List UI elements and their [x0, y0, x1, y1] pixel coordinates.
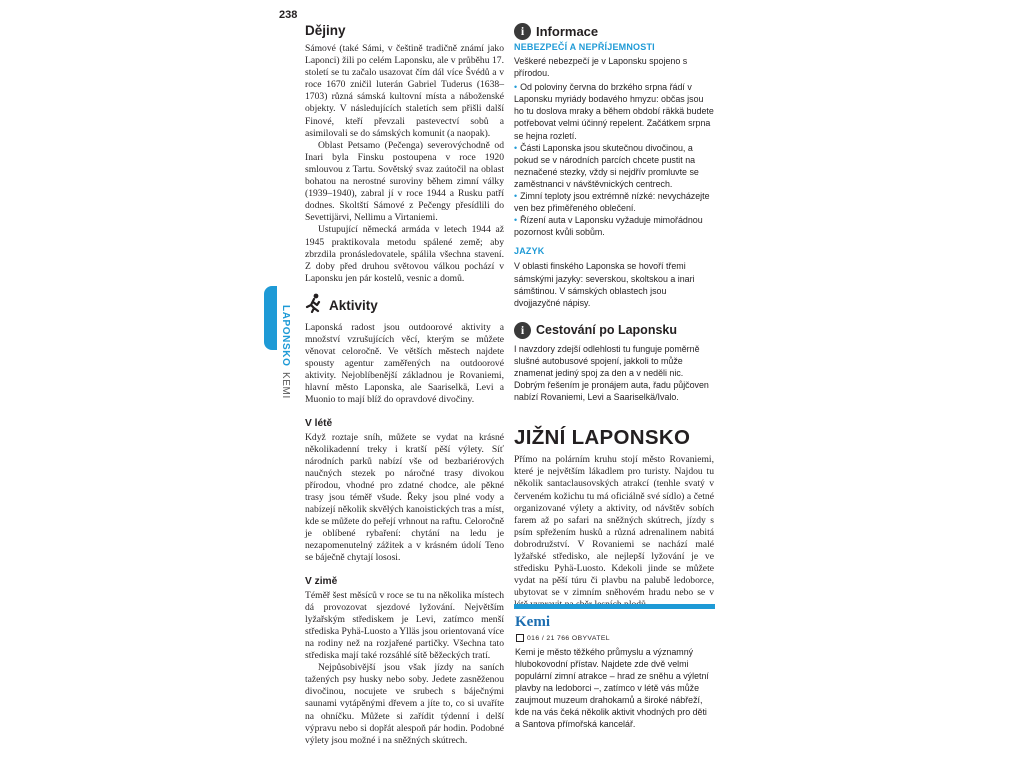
bullet-icon: •: [514, 142, 518, 153]
jizni-text: Přímo na polárním kruhu stojí město Rovaniemi, které je největším lákadlem pro turisty. Najdou tu několik santaclausovských atrakcí (tenhle svatý v červeném kožichu tu má oficiálně své sídlo) a četné organizované výlety a aktivity, od návštěv sobích farem až po safari na sněžných skútrech, jízdy s psím spřežením husků a různá adrenalinem nabitá dobrodružství. V Rovaniemi se nachází malé lyžařské středisko, ale nejlepší lyžování je ve středisku Pyhä-Luosto. Kdekoli jinde se můžete vydat na pěší túru či plavbu na palubě ledoborce, ubytovat se v zimním sněhovém hradu nebo se v: [514, 454, 714, 599]
side-tab-marker: [264, 286, 277, 350]
dejiny-paragraph: Ustupující německá armáda v letech 1944 až 1945 praktikovala metodu spálené země; aby zbrzdila pronásledovatele, spálila všechna stavení. Z doby před druhou světovou válkou pochází v Laponsku jen pár kostelů, vesnic a domů.: [305, 224, 504, 284]
cestovani-header: [514, 322, 714, 339]
kemi-divider: [514, 604, 715, 609]
informace-heading: Informace: [536, 24, 599, 39]
winter-text: [305, 590, 504, 747]
jazyk-text: V oblasti finského Laponska se hovoří třemi sámskými jazyky: severskou, skoltskou a inari sámštinou. V sámských oblastech jsou dvojjazyčné nápisy.: [514, 261, 695, 308]
cestovani-heading: Cestování po Laponsku: [536, 323, 677, 338]
left-column: [305, 23, 504, 747]
section-title: JIŽNÍ LAPONSKO: [514, 426, 691, 450]
summer-text: Když roztaje sníh, můžete se vydat na krásné několikadenní treky i kratší pěší výlety. Síť národních parků nabízí vše od bezbariérových naučných stezek po náročné trasy divokou přírodou, vhodné pro zdatné chodce, ale pěkné trasy jsou téměř všude. Řeky jsou plné vody a nabízejí několik skvělých kanoistických tras a míst, kde se můžete do peřejí vrhnout na raftu. Celoročně je oblíbené rybaření: chytání na ledu je nezapomenutelný zážitek a v krásném údolí Teno se báječně chytají lososi.: [305, 431, 504, 564]
cestovani-text: I navzdory zdejší odlehlosti tu funguje poměrně slušné autobusové spojení, jakkoli to může znamenat jediný spoj za den a v neděli nic. Dobrým řešením je pronájem auta, řadu půjčoven nabízí Rovaniemi, Levi a Saariselkä/Ivalo.: [514, 343, 709, 403]
list-item: [514, 81, 714, 141]
aktivity-header: [305, 293, 504, 318]
informace-header: [514, 23, 714, 40]
info-icon: i: [514, 23, 531, 40]
bullet-text: Části Laponska jsou skutečnou divočinou, a pokud se v národních parcích chcete pustit na neznačené stezky, vždy si nejdřív promluvte se zaměstnanci v návštěvnických centrech.: [514, 142, 699, 189]
side-tab-region: LAPONSKO: [280, 305, 291, 367]
population-text: 016 / 21 766 OBYVATEL: [527, 634, 610, 642]
page-number: 238: [279, 9, 298, 21]
informace-bullets: [514, 81, 714, 238]
list-item: [514, 190, 714, 214]
aktivity-intro: Laponská radost jsou outdoorové aktivity a množství vzrušujících věcí, kterým se můžete věnovat celoročně. Ve větších městech najdete spousty agentur zaměřených na outdoorové aktivity. Nejoblíbenější základnou je Rovaniemi, hlavní město Laponska, ale Saariselkä, Levi a Muonio to mají blíž do opravdové divočiny.: [305, 321, 504, 406]
dejiny-heading: Dějiny: [305, 23, 346, 38]
kemi-text: Kemi je město těžkého průmyslu a významný hlubokovodní přístav. Najdete zde dvě velmi populární zimní atrakce – hrad ze sněhu a výletní plavby na ledoborci –, zatímco v létě vás může zaujmout muzeum drahokamů a široké nábřeží, kde na vás čeká několik aktivit vhodných pro děti a Santova přímořská kancelář.: [515, 647, 709, 729]
bullet-icon: •: [514, 215, 518, 226]
kemi-population: [516, 634, 610, 642]
winter-paragraph: Téměř šest měsíců v roce se tu na několika místech dá provozovat sjezdové lyžování. Největším lyžařským střediskem je Levi, zatímco menší střediska Pyhä-Luosto a Ylläs jsou orientovaná více na rodiny než na rozjařené partičky. Všechna tato střediska mají také rozsáhlé sítě běžeckých tratí.: [305, 589, 504, 662]
side-tab-city: KEMI: [280, 371, 291, 399]
right-column: [514, 23, 714, 611]
informace-subheading: NEBEZPEČÍ A NEPŘÍJEMNOSTI: [514, 42, 655, 52]
winter-heading: V zimě: [305, 575, 338, 587]
list-item: [514, 142, 714, 190]
summer-heading: V létě: [305, 417, 333, 429]
informace-lead: Veškeré nebezpečí je v Laponsku spojeno s přírodou.: [514, 56, 688, 79]
aktivity-heading: Aktivity: [329, 297, 378, 313]
population-icon: [516, 634, 524, 642]
bullet-text: Od poloviny června do brzkého srpna řádí v Laponsku myriády bodavého hmyzu: občas jsou ho tu doslova mraky a během období räkkä budete potřebovat velmi účinný repelent. Začátkem srpna se hejna rozletí.: [514, 82, 714, 141]
dejiny-paragraph: Sámové (také Sámi, v češtině tradičně známí jako Laponci) žili po celém Laponsku, ale v průběhu 17. století se tu začalo usazovat čím dál více Švédů a v roce 1670 zničil luterán Gabriel Tuderus (1638–1703) různá sámská kultovní místa a náboženské objekty. V následujících staletích sem přišli další Finové, kteří převzali pastevectví sobů a asimilovali se do sámských komunit (a naopak).: [305, 43, 504, 139]
dejiny-text: [305, 43, 504, 285]
running-person-icon: [305, 293, 323, 318]
kemi-heading: Kemi: [515, 614, 550, 630]
jazyk-subheading: JAZYK: [514, 246, 545, 257]
bullet-text: Zimní teploty jsou extrémně nízké: nevycházejte ven bez přiměřeného oblečení.: [514, 191, 710, 214]
bullet-icon: •: [514, 191, 518, 202]
dejiny-paragraph: Oblast Petsamo (Pečenga) severovýchodně od Inari byla Finsku postoupena v roce 1920 smlouvou z Tartu. Sovětský svaz zaútočil na oblast bohatou na nerostné suroviny během zimní války (1939–1940), zabral jí v roce 1944 a Rusku patří dodnes. Skoltští Sámové z Pečengy přesídlili do Sevettijärvi, Nellimu a Virtaniemi.: [305, 139, 504, 224]
side-tab-label: [280, 305, 291, 399]
bullet-icon: •: [514, 82, 518, 93]
bullet-text: Řízení auta v Laponsku vyžaduje mimořádnou pozornost kvůli sobům.: [514, 215, 703, 238]
info-icon: i: [514, 322, 531, 339]
winter-paragraph: Nejpůsobivější jsou však jízdy na saních tažených psy husky nebo soby. Jedete zasněženou divočinou, nocujete ve srubech s báječnými saunami vytápěnými dřevem a jíte to, co si uvaříte na ohníčku. Můžete si zařídit týdenní i delší výpravu nebo si dopřát alespoň pár hodin. Podobné výlety jsou možné i na sněžných skútrech.: [305, 662, 504, 746]
list-item: [514, 214, 714, 238]
